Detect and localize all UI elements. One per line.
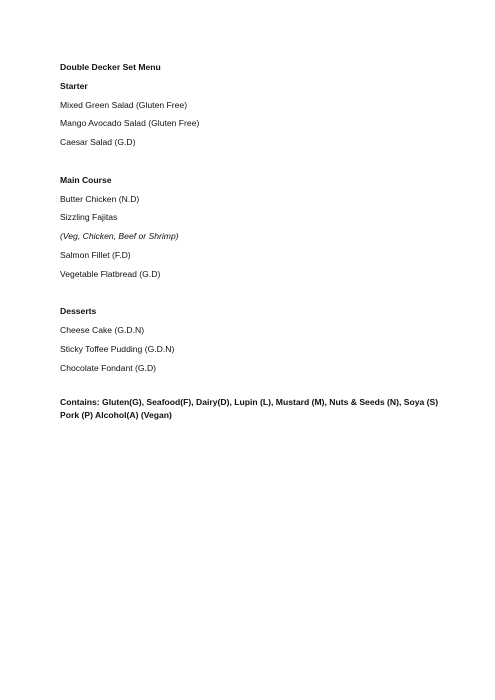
section-heading-main-course: Main Course	[60, 174, 112, 185]
section-heading-starter: Starter	[60, 80, 88, 91]
menu-item-caesar-salad: Caesar Salad (G.D)	[60, 137, 136, 148]
section-spacer	[60, 152, 445, 171]
menu-item-vegetable-flatbread: Vegetable Flatbread (G.D)	[60, 268, 161, 279]
menu-title: Double Decker Set Menu	[60, 62, 161, 72]
menu-item-salmon-fillet: Salmon Fillet (F.D)	[60, 249, 131, 260]
menu-item-sizzling-fajitas: Sizzling Fajitas	[60, 212, 118, 223]
section-heading-desserts: Desserts	[60, 306, 97, 317]
allergen-key: Contains: Gluten(G), Seafood(F), Dairy(D), Lupin (L), Mustard (M), Nuts & Seeds (N), Soya (S) Pork (P) Alcohol(A) (Vegan)	[60, 397, 439, 420]
menu-content	[60, 58, 445, 422]
menu-item-chocolate-fondant: Chocolate Fondant (G.D)	[60, 362, 157, 373]
section-spacer	[60, 284, 445, 303]
section-spacer	[60, 378, 445, 397]
menu-item-cheese-cake: Cheese Cake (G.D.N)	[60, 325, 145, 336]
menu-item-mango-avocado-salad: Mango Avocado Salad (Gluten Free)	[60, 118, 200, 129]
menu-item-butter-chicken: Butter Chicken (N.D)	[60, 193, 140, 204]
menu-item-fajita-options: (Veg, Chicken, Beef or Shrimp)	[60, 231, 179, 242]
menu-item-mixed-green-salad: Mixed Green Salad (Gluten Free)	[60, 99, 188, 110]
menu-item-sticky-toffee-pudding: Sticky Toffee Pudding (G.D.N)	[60, 343, 175, 354]
